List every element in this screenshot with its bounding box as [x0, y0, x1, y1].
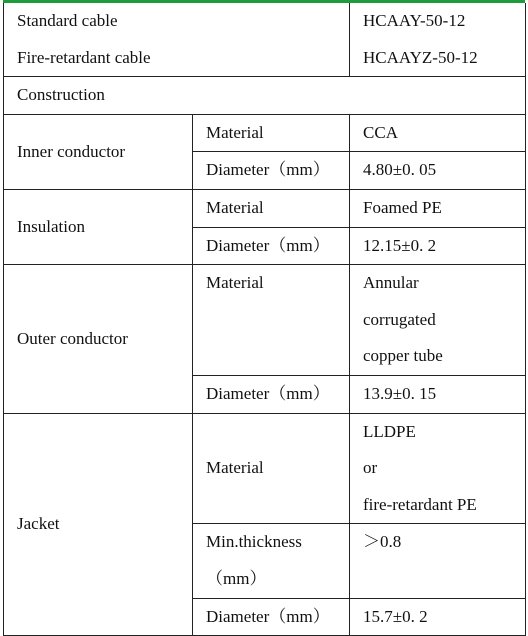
standard-cable-value: HCAAY-50-12 — [350, 3, 526, 40]
jacket-material-label: Material — [193, 413, 350, 524]
insulation-diameter-label: Diameter（mm） — [193, 227, 350, 265]
insulation-material-value: Foamed PE — [350, 189, 526, 227]
fire-retardant-cable-value: HCAAYZ-50-12 — [350, 40, 526, 77]
inner-material-value: CCA — [350, 114, 526, 152]
inner-material-label: Material — [193, 114, 350, 152]
jacket-material-word-1: LLDPE — [363, 421, 416, 441]
outer-material-line-3: copper tube — [363, 346, 443, 366]
outer-material-label: Material — [193, 265, 350, 376]
jacket-thickness-label — [193, 524, 350, 598]
jacket-diameter-label: Diameter（mm） — [193, 598, 350, 636]
row-fire-retardant-cable — [4, 40, 526, 77]
jacket-material-line-1 — [363, 414, 525, 487]
inner-conductor-label: Inner conductor — [4, 114, 193, 189]
jacket-material-word-2: or — [363, 458, 378, 478]
jacket-material-line-2: fire-retardant PE — [363, 494, 477, 514]
insulation-diameter-value: 12.15±0. 2 — [350, 227, 526, 265]
row-jacket-material — [4, 413, 526, 524]
jacket-label: Jacket — [4, 413, 193, 636]
insulation-material-label: Material — [193, 189, 350, 227]
outer-material-line-2: corrugated — [363, 309, 436, 329]
outer-diameter-label: Diameter（mm） — [193, 375, 350, 413]
insulation-label: Insulation — [4, 189, 193, 264]
outer-diameter-value: 13.9±0. 15 — [350, 375, 526, 413]
outer-material-line-1: Annular — [363, 273, 419, 293]
jacket-material-value — [350, 413, 526, 524]
row-inner-material — [4, 114, 526, 152]
inner-diameter-value: 4.80±0. 05 — [350, 152, 526, 190]
jacket-thickness-value: ＞0.8 — [350, 524, 526, 598]
jacket-diameter-value: 15.7±0. 2 — [350, 598, 526, 636]
row-construction — [4, 77, 526, 115]
standard-cable-label: Standard cable — [4, 3, 350, 40]
construction-heading: Construction — [4, 77, 526, 115]
row-insulation-material — [4, 189, 526, 227]
jacket-thickness-label-line-1: Min.thickness — [206, 532, 302, 552]
row-standard-cable — [4, 3, 526, 40]
outer-material-value — [350, 265, 526, 376]
outer-conductor-label: Outer conductor — [4, 265, 193, 413]
cable-spec-table — [3, 3, 526, 636]
row-outer-material — [4, 265, 526, 376]
jacket-thickness-label-line-2: （mm） — [206, 568, 267, 588]
fire-retardant-cable-label: Fire-retardant cable — [4, 40, 350, 77]
inner-diameter-label: Diameter（mm） — [193, 152, 350, 190]
